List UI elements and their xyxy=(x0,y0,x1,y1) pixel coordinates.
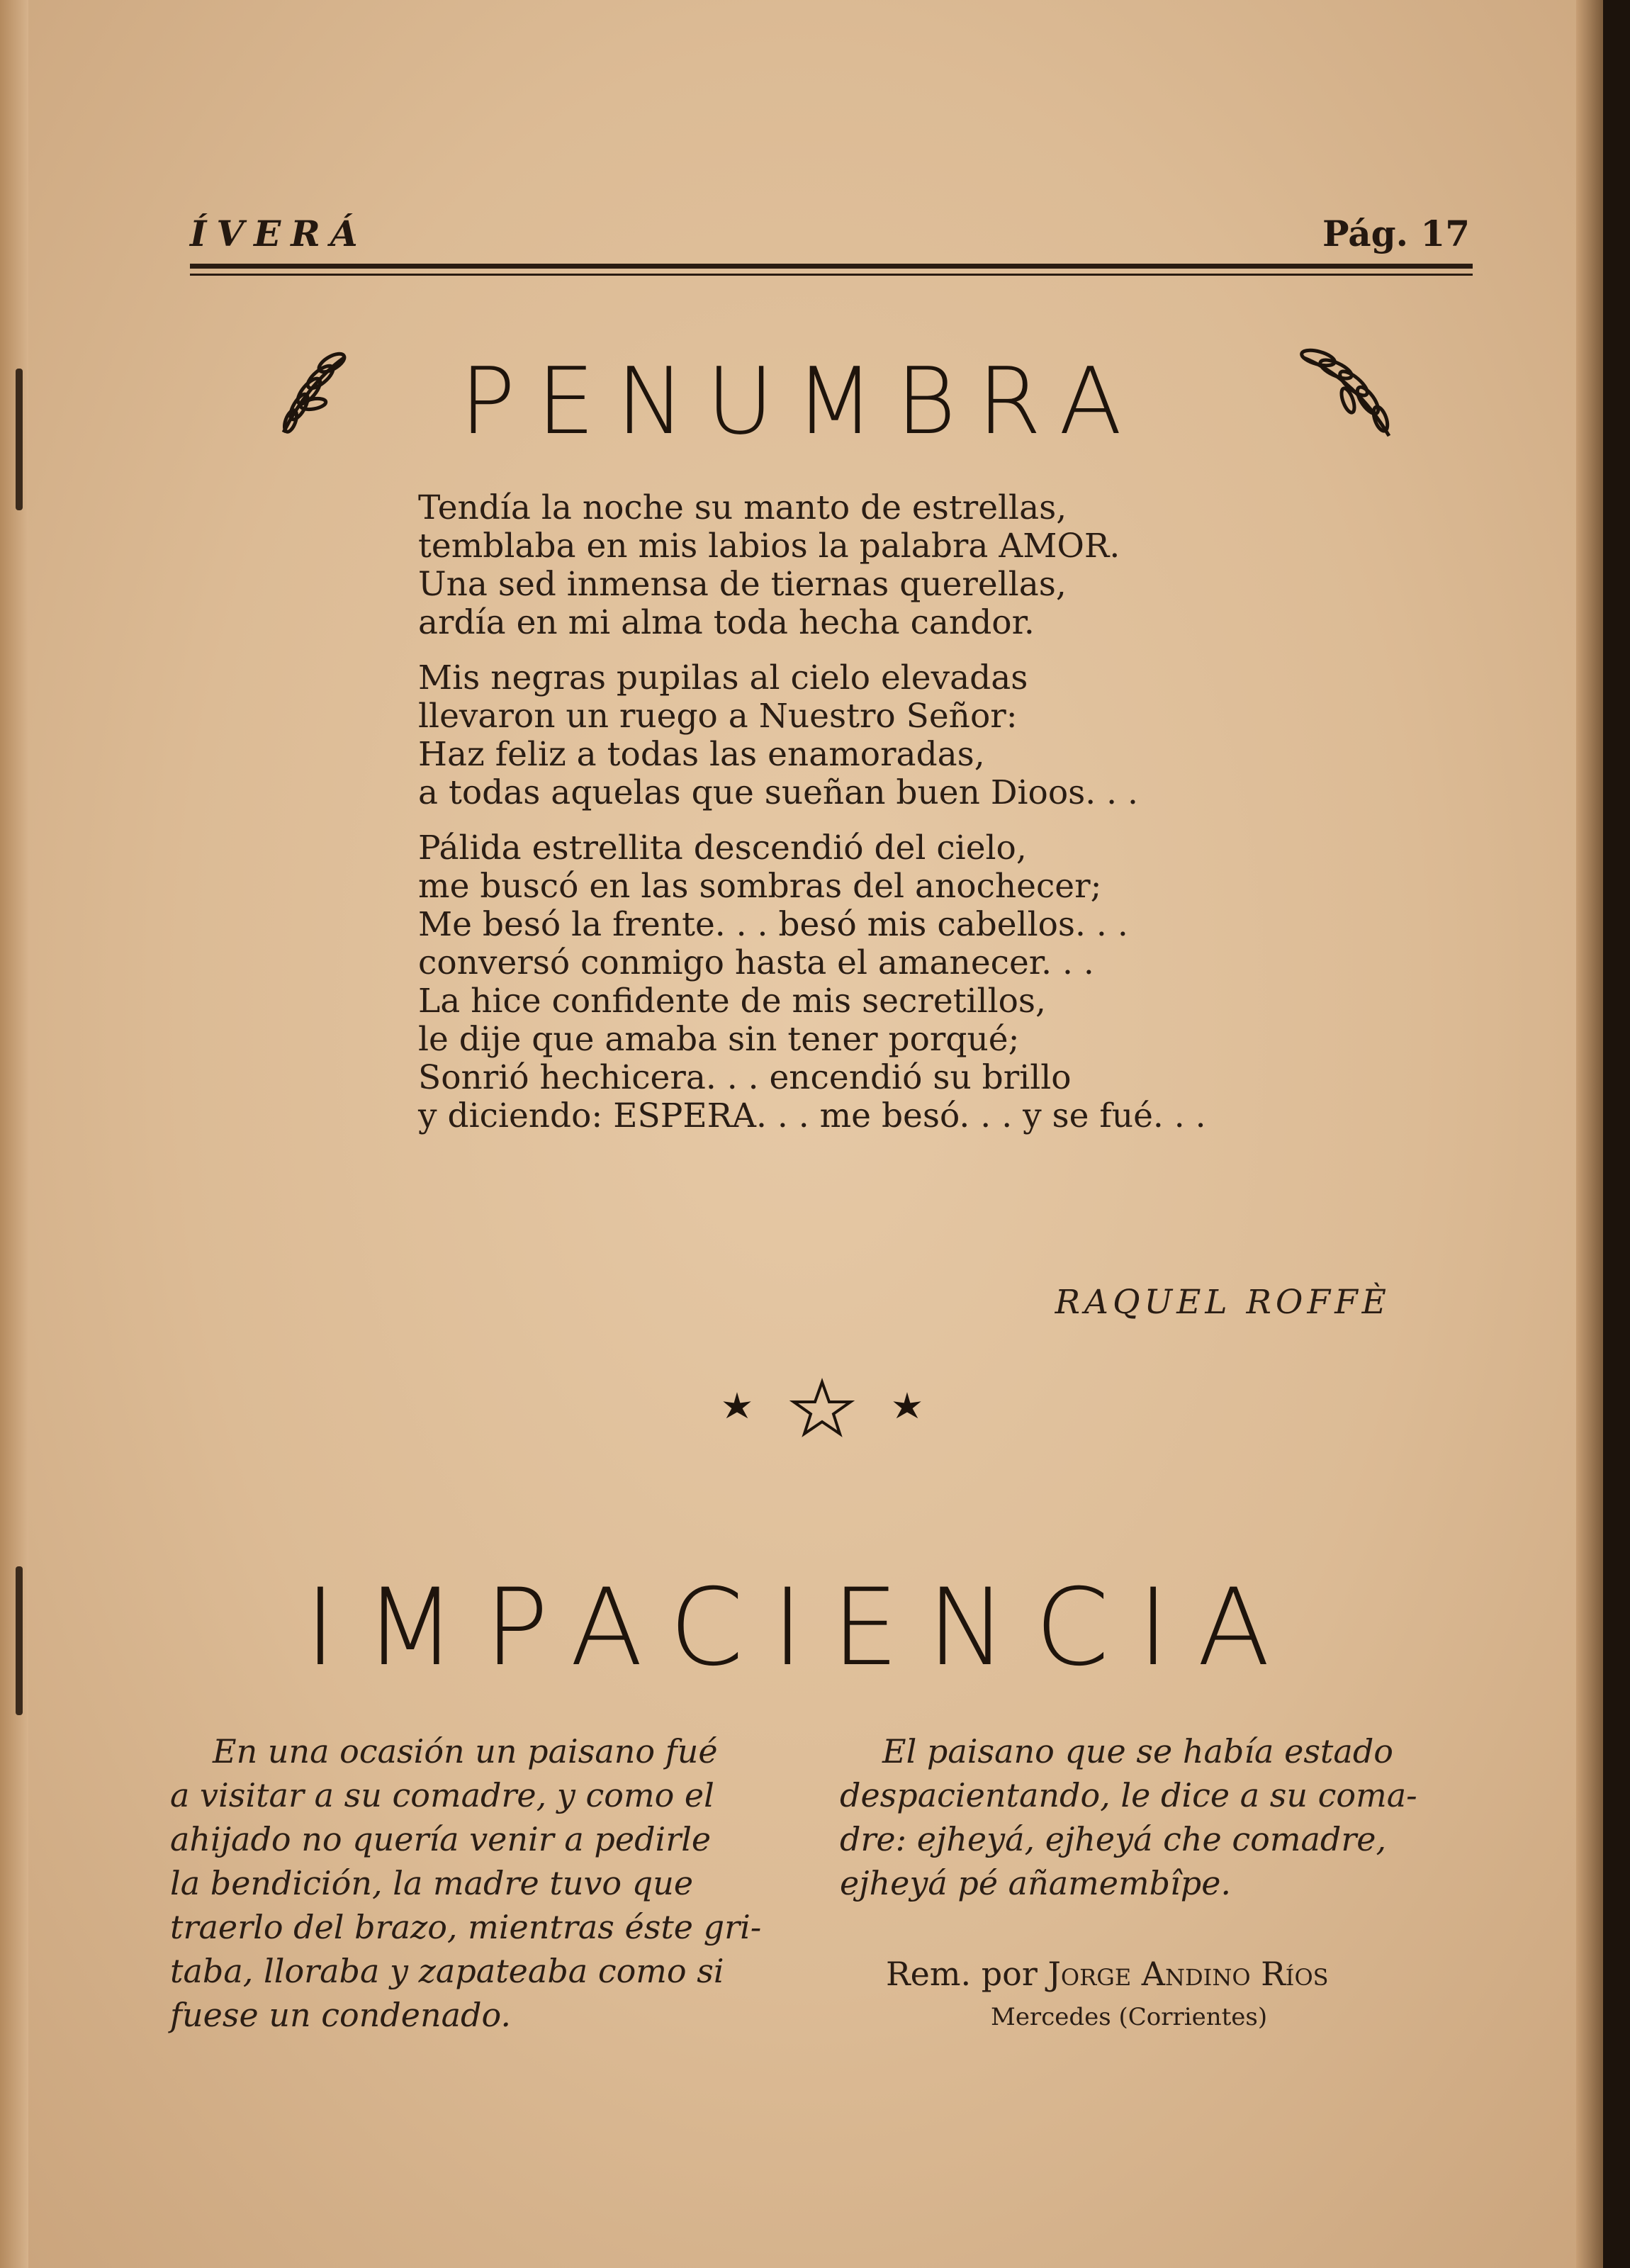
poem-line: me buscó en las sombras del anochecer; xyxy=(418,867,1102,906)
poem-line: ardía en mi alma toda hecha candor. xyxy=(418,603,1035,642)
poem-line: temblaba en mis labios la palabra AMOR. xyxy=(418,527,1120,566)
header-rule-thick xyxy=(190,264,1473,269)
anecdote-line: a visitar a su comadre, y como el xyxy=(170,1776,714,1814)
anecdote-right-column xyxy=(840,1729,1456,1905)
page-edge xyxy=(1576,0,1603,2268)
anecdote-line: taba, lloraba y zapateaba como si xyxy=(170,1952,724,1990)
anecdote-line: El paisano que se había estado xyxy=(882,1732,1393,1770)
laurel-sprig-icon xyxy=(1297,344,1403,443)
poem-line: Mis negras pupilas al cielo elevadas xyxy=(418,658,1028,697)
header-rule-thin xyxy=(190,274,1473,276)
credit-prefix: Rem. por xyxy=(886,1955,1038,1993)
publication-title: ÍVERÁ xyxy=(190,213,368,254)
anecdote-line: la bendición, la madre tuvo que xyxy=(170,1864,694,1902)
anecdote-line: dre: ejheyá, ejheyá che comadre, xyxy=(840,1820,1387,1858)
poem-line: La hice confidente de mis secretillos, xyxy=(418,982,1046,1021)
penumbra-poem xyxy=(418,489,1206,1152)
poem-stanza-2 xyxy=(418,659,1206,812)
credit-location: Mercedes (Corrientes) xyxy=(991,2003,1268,2031)
poem-stanza-3 xyxy=(418,829,1206,1135)
penumbra-title: PENUMBRA xyxy=(459,347,1144,455)
anecdote-left-column xyxy=(170,1729,794,2037)
poem-line: conversó conmigo hasta el amanecer. . . xyxy=(418,943,1094,982)
poem-line: Haz feliz a todas las enamoradas, xyxy=(418,735,985,774)
poem-line: le dije que amaba sin tener porqué; xyxy=(418,1020,1020,1059)
anecdote-credit xyxy=(886,1955,1329,1993)
poem-line: a todas aquelas que sueñan buen Dioos. . . xyxy=(418,773,1138,812)
poem-line: Sonrió hechicera. . . encendió su brillo xyxy=(418,1058,1072,1097)
credit-name: Jorge Andino Ríos xyxy=(1047,1955,1329,1993)
star-divider-icon xyxy=(716,1375,928,1439)
anecdote-line: traerlo del brazo, mientras éste gri- xyxy=(170,1908,762,1946)
poem-line: llevaron un ruego a Nuestro Señor: xyxy=(418,697,1018,736)
poem-stanza-1 xyxy=(418,489,1206,642)
page-spine xyxy=(0,0,28,2268)
poem-line: Una sed inmensa de tiernas querellas, xyxy=(418,565,1067,604)
anecdote-line: despacientando, le dice a su coma- xyxy=(840,1776,1417,1814)
poem-line: Pálida estrellita descendió del cielo, xyxy=(418,829,1027,868)
page-number: Pág. 17 xyxy=(1322,213,1470,254)
poem-line: Me besó la frente. . . besó mis cabellos. . . xyxy=(418,905,1128,944)
poem-author: RAQUEL ROFFÈ xyxy=(1055,1283,1390,1322)
anecdote-line: fuese un condenado. xyxy=(170,1996,511,2034)
anecdote-line: ejheyá pé añamembîpe. xyxy=(840,1864,1232,1902)
anecdote-line: ahijado no quería venir a pedirle xyxy=(170,1820,712,1858)
poem-line: Tendía la noche su manto de estrellas, xyxy=(418,488,1067,527)
anecdote-line: En una ocasión un paisano fué xyxy=(213,1732,718,1770)
poem-line: y diciendo: ESPERA. . . me besó. . . y se fué. . . xyxy=(418,1096,1206,1135)
impaciencia-title: IMPACIENCIA xyxy=(304,1566,1299,1690)
